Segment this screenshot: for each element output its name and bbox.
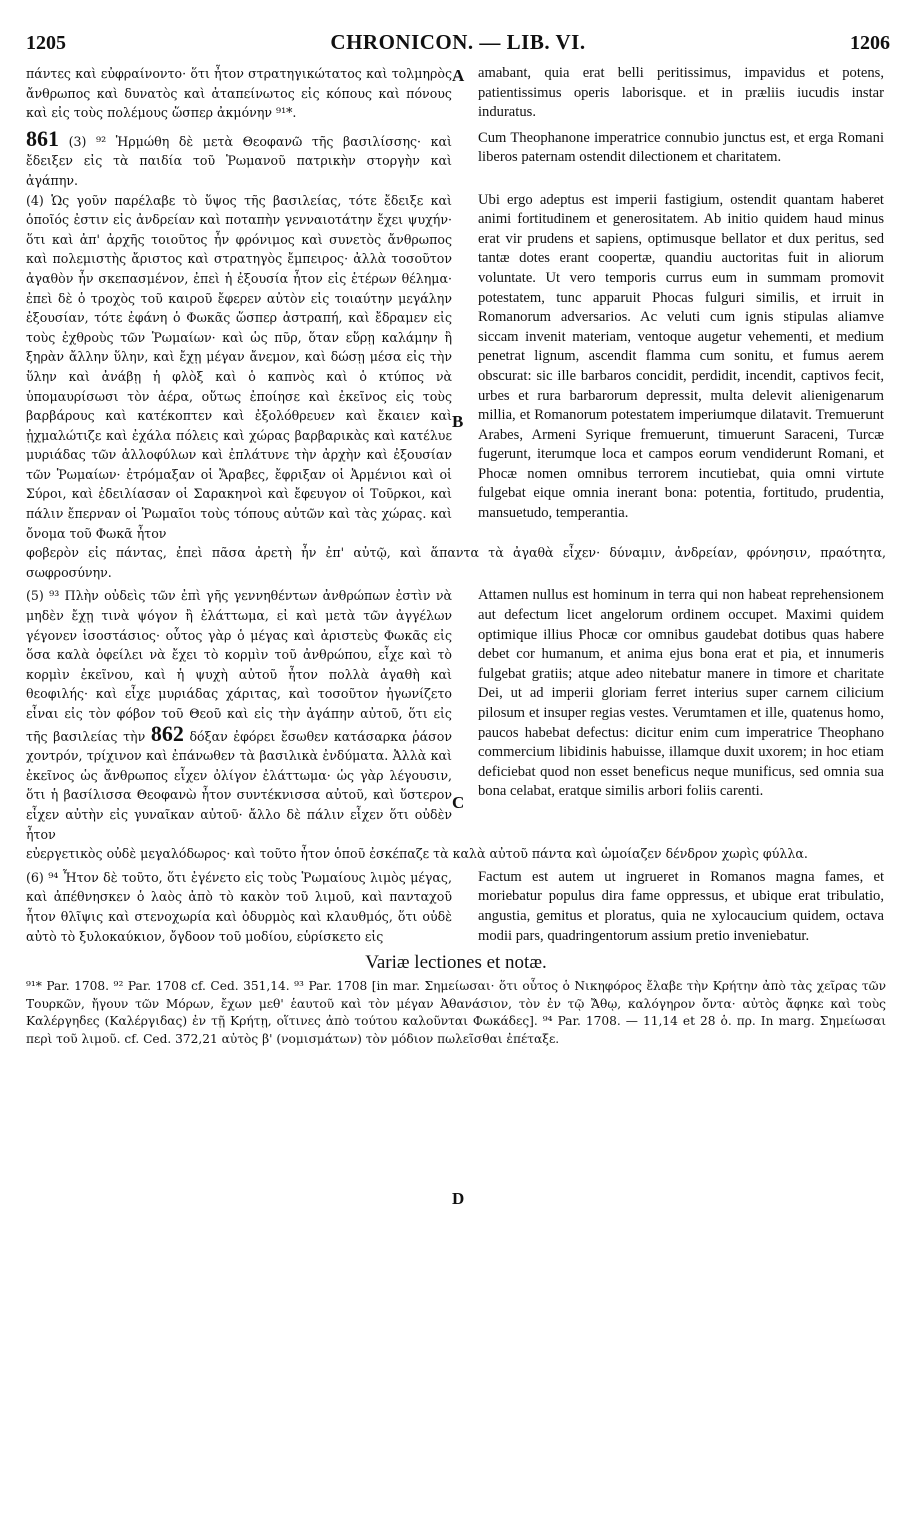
latin-paragraph: Attamen nullus est hominum in terra qui non habeat reprehensionem aut defectum licet angelorum ordinem occupet. Maximi quidem optimique illius Phocæ cor omnibus gaudebat dotibus quas habere debet cor humanum, et anima ejus bona erat et pia, et innumeris fulgebat gratiis; atque adeo nitebatur manere in timore et charitate Dei, ut ad imperii gloriam ferret interius super carnem cilicium pilosum et insuper regias vestes. Verumtamen et ille, quatenus homo, paucos habebat defectus: dicitur enim cum imperatrice Theophano commercium libidinis habuisse, illamque duxit uxorem; in hoc etiam deficiebat quod non esset beneficus neque munificus, sed omnia sua bona celabat, eratque similis arbori foliis carenti. bbox=[478, 587, 884, 800]
parallel-block bbox=[26, 64, 886, 123]
latin-paragraph: Cum Theophanone imperatrice connubio junctus est, et erga Romani liberos paternam ostendit dilectionem et charitatem. bbox=[478, 129, 884, 166]
latin-paragraph: Factum est autem ut ingrueret in Romanos magna fames, et moriebatur populus dira fame oppressus, et ubique erat tribulatio, angustia, gemitus et ploratus, quia ne xylocaucium quidem, octava modii pars, quadringentorum assium pretio inveniebatur. bbox=[478, 868, 884, 944]
parallel-block bbox=[26, 191, 886, 544]
footnotes: ⁹¹* Par. 1708. ⁹² Par. 1708 cf. Ced. 351,14. ⁹³ Par. 1708 [in mar. Σημείωσαι· ὅτι οὗτος ὁ Νικηφόρος ἔλαβε τὴν Κρήτην ἀπὸ τὰς χεῖρας τῶν Τουρκῶν, ἤγουν τῶν Μόρων, ἔχων μεθ' ἑαυτοῦ καὶ τὸν μέγαν Ἀθανάσιον, τὸν ἐν τῷ Ἄθῳ, καλόγηρον ὄντα· αὐτὸς ἄφηκε καὶ τοὺς Καλέργηδες (Καλέργιδας) ἐν τῇ Κρήτῃ, οἵτινες ἀπὸ τούτου καλοῦνται Φωκάδες]. ⁹⁴ Par. 1708. — 11,14 et 28 ὁ. πρ. In marg. Σημείωσαι περὶ τοῦ λιμοῦ. cf. Ced. 372,21 αὐτὸς β' (νομισμάτων) τὸν μόδιον πωλεῖσθαι ἐπέταξε. bbox=[26, 979, 886, 1046]
greek-full-width-line: φοβερὸν εἰς πάντας, ἐπεὶ πᾶσα ἀρετὴ ἦν ἐπ' αὐτῷ, καὶ ἅπαντα τὰ ἀγαθὰ εἶχεν· δύναμιν, ἀνδρείαν, φρόνησιν, πραότητα, σωφροσύνην. bbox=[26, 545, 886, 580]
latin-paragraph: amabant, quia erat belli peritissimus, impavidus et potens, patientissimus operis laborisque. et in præliis iucudis instar induratus. bbox=[478, 65, 884, 121]
parallel-block bbox=[26, 125, 886, 191]
margin-marker-a: A bbox=[452, 66, 465, 85]
margin-marker-c: C bbox=[452, 793, 465, 812]
greek-paragraph: πάντες καὶ εὐφραίνοντο· ὅτι ἦτον στρατηγικώτατος καὶ τολμηρὸς ἄνθρωπος καὶ δυνατὸς καὶ ἀταπείνωτος εἰς κόπους καὶ πόνους καὶ εἰς τοὺς πολέμους ὥσπερ ἀκμόνην ⁹¹*. bbox=[26, 66, 452, 121]
greek-paragraph: (6) ⁹⁴ Ἦτον δὲ τοῦτο, ὅτι ἐγένετο εἰς τοὺς Ῥωμαίους λιμὸς μέγας, καὶ ἀπέθνησκεν ὁ λαὸς ἀπὸ τὸ κακὸν τοῦ λιμοῦ, καὶ πανταχοῦ ἦτον θλῖψις καὶ στενοχωρία καὶ ὀδυρμὸς καὶ κλαυθμός, ὅτι οὐδὲ αὐτὸ τὸ ξυλοκαύκιον, ὄγδοον τοῦ μοδίου, εὑρίσκετο εἰς bbox=[26, 869, 452, 944]
latin-paragraph: Ubi ergo adeptus est imperii fastigium, ostendit quantam haberet animi fortitudinem et generositatem. Ab initio quidem haud minus erat vir prudens et sapiens, optimusque bellator et dux peritus, sed tantæ dotes erant coopertæ, quandiu auctoritas fuit in aliorum voluntate. Ut vero temporis currus eum in summam promovit potestatem, tunc apparuit Phocas fulguri similis, et irruit in Romanorum adversarios. Ac veluti cum ignis stipulas aliamve siccam invenit materiam, ventoque augetur vehementi, et medium penetrat lignum, ascendit flamma cum sonitu, et fumus aerem obscurat: sic ille barbaros concidit, perdidit, incendit, captivos fecit, urbes et rura barbarorum depressit, multa delevit alienigenarum millia, et Romanorum potestatem imperiumque dilatavit. Tremuerunt Arabes, Armeni Syrique fremuerunt, timuerunt Saraceni, Turcæ fugerunt, iterumque loca et campos eorum vendiderunt Romani, et Phocæ nomen omnibus terrorem incutiebat, quia omni virtute fulgebat eique omnia inerant bona: potentia, fortitudo, prudentia, mansuetudo, temperantia. bbox=[478, 191, 884, 522]
greek-paragraph bbox=[26, 586, 452, 844]
margin-marker-d: D bbox=[452, 1189, 465, 1208]
greek-text: (3) ⁹² Ἡρμώθη δὲ μετὰ Θεοφανῶ τῆς βασιλίσσης· καὶ ἔδειξεν εἰς τὰ παιδία τοῦ Ῥωμανοῦ πατρικὴν στοργὴν καὶ ἀγάπην. bbox=[26, 133, 452, 188]
text-body bbox=[26, 64, 886, 1049]
page-number-right: 1206 bbox=[850, 32, 890, 54]
parallel-block bbox=[26, 868, 886, 946]
greek-text: δόξαν ἐφόρει ἔσωθεν κατάσαρκα ῥάσον χοντρόν, τρίχινον καὶ ἐπάνωθεν τὰ βασιλικὰ ἐνδύματα. Ἀλλὰ καὶ ἐκεῖνος ὡς ἄνθρωπος εἶχεν ὀλίγον ἐλάττωμα· ὡς γὰρ λέγουσιν, ὅτι ἡ βασίλισσα Θεοφανὼ ἦτον συντέκνισσα αὐτοῦ, καὶ ὕστερον εἶχεν αὐτὴν εἰς γυναῖκαν αὐτοῦ· ἄλλο δὲ πάλιν εἶχεν ὅτι οὐδὲν ἦτον bbox=[26, 728, 452, 842]
greek-paragraph: (4) Ὡς γοῦν παρέλαβε τὸ ὕψος τῆς βασιλείας, τότε ἔδειξε καὶ ὁποῖός ἐστιν εἰς ἀνδρείαν καὶ ποταπὴν γενναιοτάτην ἔχει ψυχήν· ὅτι καὶ ἀπ' ἀρχῆς τοιοῦτος ἦν φρόνιμος καὶ συνετὸς ἄνθρωπος καὶ πολεμιστὴς ἄριστος καὶ στρατηγὸς ἔμπειρος· ἀλλὰ τοσοῦτον ἀγαθὸν ἦν σκεπασμένον, ἐπεὶ ἡ ἐξουσία ἦτον εἰς ἑτέρων θέλημα· ἐπεὶ δὲ ὁ τροχὸς τοῦ καιροῦ ἔφερεν αὐτὸν εἰς τοιαύτην μεγάλην ἐξουσίαν, τότε ἐφάνη ὁ Φωκᾶς ὥσπερ ἀστραπή, καὶ ἔδραμεν εἰς τοὺς ἐχθροὺς τῶν Ῥωμαίων· καὶ ὡς πῦρ, ὅταν εὕρῃ καλάμην ἢ ξηρὰν ἄλλην ὕλην, καὶ ἔχῃ μέγαν ἄνεμον, καὶ δώσῃ μέσα εἰς τὴν ὕλην καὶ ἀνάβῃ ἡ φλὸξ καὶ ὁ καπνὸς καὶ ὁ κτύπος νὰ ὑπομαυρίσωσι τὸν ἀέρα, οὕτως ἐποίησε καὶ ἐκεῖνος εἰς τοὺς βαρβάρους καὶ κατέκοπτεν καὶ ἐξολόθρευεν καὶ ἔκαιεν καὶ ᾐχμαλώτιζε καὶ ἐχάλα πόλεις καὶ χώρας βαρβαρικὰς καὶ κατέλυε μυριάδας τῶν ἀλλοφύλων καὶ ἐπλάτυνε τὴν ἀρχὴν καὶ ἐξουσίαν τῶν Ῥωμαίων· ἐτρόμαξαν οἱ Ἄραβες, ἔφριξαν οἱ Ἀρμένιοι καὶ οἱ Σύροι, καὶ ἐδειλίασαν οἱ Σαρακηνοὶ καὶ ἔφευγον οἱ Τοῦρκοι, καὶ πάλιν ἔπερναν οἱ Ῥωμαῖοι τοὺς τόπους αὐτῶν καὶ τὰς χώρας. καὶ ὄνομα τοῦ Φωκᾶ ἦτον bbox=[26, 192, 452, 541]
running-header bbox=[26, 30, 890, 60]
greek-paragraph bbox=[26, 125, 452, 191]
parallel-block bbox=[26, 586, 886, 844]
greek-full-width-line: εὐεργετικὸς οὐδὲ μεγαλόδωρος· καὶ τοῦτο ἦτον ὁποῦ ἐσκέπαζε τὰ καλὰ αὐτοῦ πάντα καὶ ὡμοίαζεν δένδρον χωρὶς φύλλα. bbox=[26, 846, 808, 862]
notes-heading: Variæ lectiones et notæ. bbox=[365, 952, 547, 974]
page-number-left: 1205 bbox=[26, 32, 66, 54]
greek-text: (5) ⁹³ Πλὴν οὐδεὶς τῶν ἐπὶ γῆς γεννηθέντων ἀνθρώπων ἐστὶν νὰ μηδὲν ἔχῃ τινὰ ψόγον ἢ ἐλάττωμα, εἰ καὶ μετὰ τῶν ἀγγέλων γέγονεν ἰσοστάσιος· οὗτος γὰρ ὁ μέγας καὶ ἀριστεὺς Φωκᾶς εἰς ὅσα καλὰ ὀφείλει νὰ ἔχει τὸ κορμὶν τοῦ ἀνθρώπου, εἶχε καὶ τὸ κορμὶν ἐκεῖνου, καὶ ἡ ψυχὴ αὐτοῦ ἦτον πολλὰ ἀγαθὴ καὶ θεοφιλής· καὶ εἶχε μυριάδας χάριτας, καὶ τοσοῦτον ἠγωνίζετο εἶναι εἰς τὸν φόβον τοῦ Θεοῦ καὶ εἰς τὴν ἀγάπην αὐτοῦ, ὅτι εἰς τῆς βασιλείας τὴν bbox=[26, 588, 452, 744]
section-number: 861 bbox=[26, 125, 59, 151]
section-number: 862 bbox=[150, 720, 184, 746]
margin-marker-b: B bbox=[452, 412, 464, 431]
running-title: CHRONICON. — LIB. VI. bbox=[330, 30, 586, 54]
